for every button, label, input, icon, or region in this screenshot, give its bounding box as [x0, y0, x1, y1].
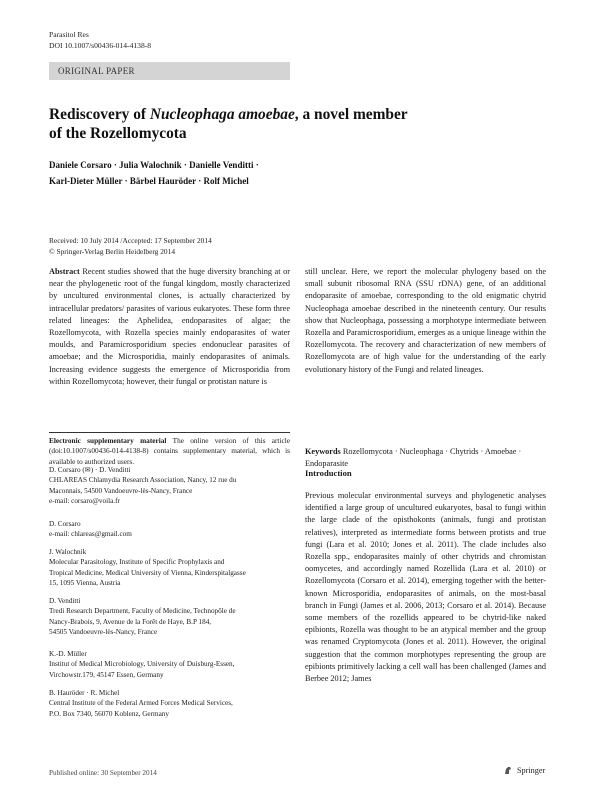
section-heading-introduction: Introduction: [305, 468, 352, 478]
authors-line-1[interactable]: Daniele Corsaro · Julia Walochnik · Danielle Venditti ·: [49, 160, 259, 170]
title-part-2: , a novel member: [294, 106, 408, 123]
affiliation-line: Institut of Medical Microbiology, University of Duisburg-Essen,: [49, 660, 235, 669]
affiliation-line: CHLAREAS Chlamydia Research Association, Nancy, 12 rue du: [49, 476, 237, 485]
affiliation-line: Virchowstr.179, 45147 Essen, Germany: [49, 670, 164, 679]
keywords-label: Keywords: [305, 447, 341, 456]
received-dates: [49, 236, 212, 257]
affiliation-block: [49, 465, 290, 506]
affiliation-line: D. Corsaro: [49, 520, 81, 528]
title-line-2: of the Rozellomycota: [49, 124, 187, 142]
affiliation-line: 54505 Vandoeuvre-lès-Nancy, France: [49, 627, 158, 636]
springer-horse-icon: [503, 765, 513, 775]
abstract-text: Recent studies showed that the huge diversity branching at or near the phylogenetic root of the fungal kingdom, mostly characterized by uncultured environmental clones, is actually characterized by intracellular predators/ parasites of various eukaryotes. These form three related lineages: the Aphelidea, endoparasites of algae; the Rozellomycota, with Rozella species mainly endoparasites of water moulds, and Paramicrosporidium species endonuclear parasites of amoebae; and the Microsporidia, mainly endoparasites of animals. Increasing evidence suggests the emergence of Microsporidia from within Rozellomycota; however, their fungal or protistan nature is: [49, 267, 290, 386]
publisher-name: Springer: [517, 765, 546, 775]
affiliation-line[interactable]: e-mail: chlareas@gmail.com: [49, 530, 132, 539]
affiliation-line: Nancy-Brabois, 9, Avenue de la Forêt de Haye, B.P 184,: [49, 617, 212, 626]
authors-line-2[interactable]: Karl-Dieter Müller · Bärbel Hauröder · Rolf Michel: [49, 176, 249, 186]
published-online: Published online: 30 September 2014: [49, 769, 157, 777]
affiliation-line: Tropical Medicine, Medical University of Vienna, Kinderspitalgasse: [49, 568, 246, 577]
supplementary-note: [49, 432, 290, 467]
affiliation-block: [49, 519, 290, 540]
abstract: [49, 266, 290, 388]
introduction-body: [305, 490, 546, 685]
supplementary-label: Electronic supplementary material: [49, 436, 167, 445]
affiliation-line: P.O. Box 7340, 56070 Koblenz, Germany: [49, 709, 169, 718]
title-species: Nucleophaga amoebae: [149, 106, 295, 123]
affiliation-block: [49, 688, 290, 719]
affiliation-line: 15, 1095 Vienna, Austria: [49, 578, 121, 587]
abstract-label: Abstract: [49, 267, 80, 276]
keywords-text: Rozellomycota · Nucleophaga · Chytrids · Amoebae · Endoparasite: [305, 447, 522, 469]
abstract-continued-text: still unclear. Here, we report the molecular phylogeny based on the small subunit ribosomal RNA (SSU rDNA) gene, of an additional endoparasite of amoebae, corresponding to the old enigmatic chytrid Nucleophaga amoebae described in the nineteenth century. Our results show that Nucleophaga, possessing a morphotype intermediate between Rozella and Paramicrosporidium, emerges as a unique lineage within the Rozellomycota. The recovery and characterization of new members of Rozellomycota are of high value for the understanding of the early evolutionary history of the Fungi and related lineages.: [305, 267, 546, 374]
article-type-bar: ORIGINAL PAPER: [49, 62, 290, 80]
affiliation-line: D. Corsaro (✉) · D. Venditti: [49, 466, 131, 474]
title-part-1: Rediscovery of: [49, 106, 150, 123]
copyright-line: © Springer-Verlag Berlin Heidelberg 2014: [49, 246, 176, 256]
doi[interactable]: DOI 10.1007/s00436-014-4138-8: [49, 40, 152, 50]
affiliation-line[interactable]: e-mail: corsaro@voila.fr: [49, 496, 120, 505]
introduction-text: Previous molecular environmental surveys and phylogenetic analyses identified a large group of uncultured eukaryotes, basal to fungi within the large clade of the opisthokonts (animals, fungi and protistan relatives), interpreted as intermediate forms between protists and true fungi (Lara et al. 2010; Jones et al. 2011). The clade includes also Rozella spp., endoparasites mainly of other chytrids and chromistan oomycetes, and accordingly named Rozellida (Lara et al. 2010) or Rozellomycota (Corsaro et al. 2014), emerging together with the better-known Microsporidia, endoparasites of animals, on the most-basal branch in Fungi (James et al. 2006, 2013; Corsaro et al. 2014). Because some members of the rozellids appeared to be chytrid-like naked epibionts, Rozella was thought to be an atypical member and the group was renamed Cryptomycota (Jones et al. 2011). However, the original suggestion that the common morphotypes representing the group are epibionts primitively lacking a cell wall has been challenged (James and Berbee 2012; James: [305, 491, 546, 684]
journal-name: Parasitol Res: [49, 30, 89, 39]
affiliation-line: D. Venditti: [49, 597, 81, 605]
received-line: Received: 10 July 2014 /Accepted: 17 September 2014: [49, 236, 212, 245]
page-title: [49, 106, 509, 143]
affiliation-line: Molecular Parasitology, Institute of Specific Prophylaxis and: [49, 558, 225, 567]
author-list: [49, 157, 369, 189]
affiliation-line: Central Institute of the Federal Armed Forces Medical Services,: [49, 699, 233, 708]
abstract-continued: [305, 266, 546, 376]
journal-header: [49, 30, 151, 51]
affiliation-line: Maconnais, 54500 Vandoeuvre-lès-Nancy, France: [49, 486, 193, 495]
keywords: [305, 446, 546, 470]
affiliation-block: [49, 596, 290, 637]
publisher-logo: [503, 765, 545, 775]
affiliation-line: K.-D. Müller: [49, 650, 87, 658]
affiliation-block: [49, 649, 290, 680]
affiliation-line: B. Hauröder · R. Michel: [49, 689, 120, 697]
affiliation-line: Tredi Research Department, Faculty of Medicine, Technopôle de: [49, 607, 236, 616]
affiliation-block: [49, 547, 290, 588]
supplementary-text: The online version of this article (doi:10.1007/s00436-014-4138-8) contains supplementary material, which is available to authorized users.: [49, 436, 290, 466]
affiliation-line: J. Walochnik: [49, 548, 87, 556]
